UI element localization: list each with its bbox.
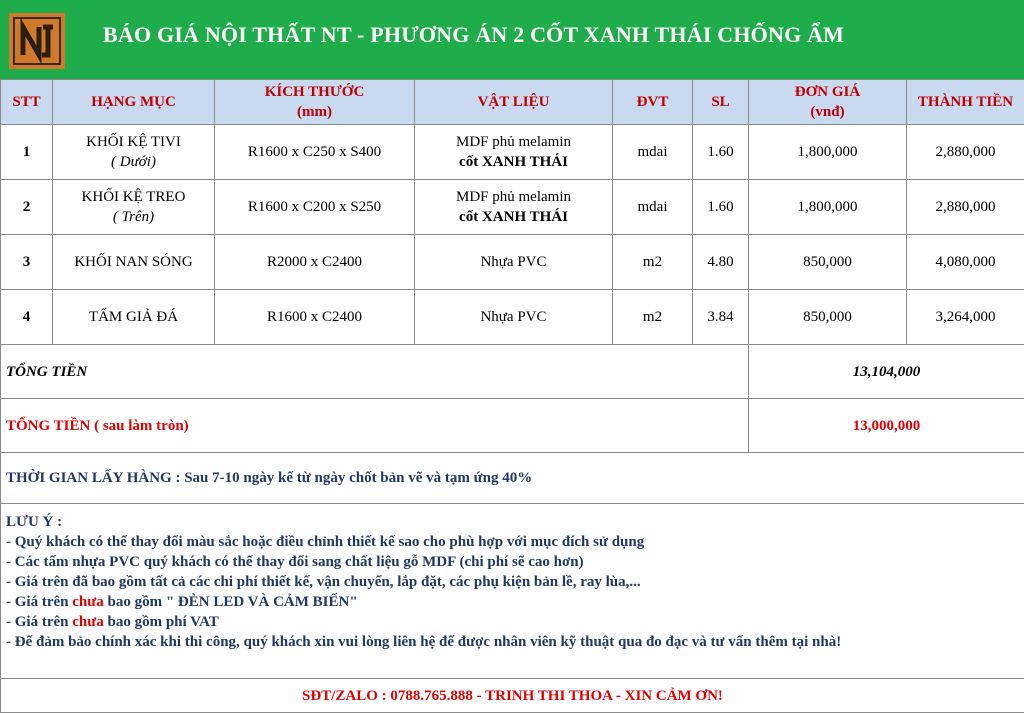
rounded-total-label: TỔNG TIỀN ( sau làm tròn)	[1, 399, 749, 453]
page-title: BÁO GIÁ NỘI THẤT NT - PHƯƠNG ÁN 2 CỐT XANH THÁI CHỐNG ẨM	[103, 22, 844, 48]
quotation-table	[0, 79, 1024, 713]
col-price	[749, 80, 907, 125]
col-material: VẬT LIỆU	[415, 80, 613, 125]
cell-item	[53, 125, 215, 180]
company-logo	[9, 13, 65, 69]
col-item: HẠNG MỤC	[53, 80, 215, 125]
total-label: TỔNG TIỀN	[1, 345, 749, 399]
notes-title: LƯU Ý :	[6, 512, 1019, 532]
rounded-total-value: 13,000,000	[749, 399, 1024, 453]
cell-unit: mdai	[613, 180, 693, 235]
note-highlight: chưa	[72, 594, 104, 610]
col-price-line1: ĐƠN GIÁ	[795, 84, 860, 100]
note-line-vat	[6, 612, 1019, 632]
note-text: bao gồm " ĐÈN LED VÀ CẢM BIẾN"	[104, 594, 358, 610]
cell-stt: 1	[1, 125, 53, 180]
total-row	[1, 345, 1024, 399]
col-amount: THÀNH TIỀN	[907, 80, 1024, 125]
nt-logo-icon	[9, 13, 65, 69]
cell-stt: 3	[1, 235, 53, 290]
cell-qty: 1.60	[693, 125, 749, 180]
cell-size: R1600 x C200 x S250	[215, 180, 415, 235]
note-text: - Giá trên	[6, 614, 72, 630]
rounded-total-row	[1, 399, 1024, 453]
note-text: - Giá trên	[6, 594, 72, 610]
cell-item: TẤM GIẢ ĐÁ	[53, 290, 215, 345]
cell-size: R1600 x C2400	[215, 290, 415, 345]
note-line: - Các tấm nhựa PVC quý khách có thể thay đổi sang chất liệu gỗ MDF (chi phí sẽ cao hơn)	[6, 552, 1019, 572]
cell-amount: 2,880,000	[907, 180, 1024, 235]
footer-row	[1, 679, 1024, 713]
item-name: KHỐI KỆ TREO	[82, 189, 186, 205]
cell-qty: 4.80	[693, 235, 749, 290]
cell-unit: m2	[613, 290, 693, 345]
col-size	[215, 80, 415, 125]
table-row	[1, 235, 1024, 290]
col-unit: ĐVT	[613, 80, 693, 125]
material-line2: cốt XANH THÁI	[459, 209, 568, 225]
item-note: ( Trên)	[113, 209, 154, 225]
cell-material	[415, 180, 613, 235]
cell-unit: m2	[613, 235, 693, 290]
cell-stt: 4	[1, 290, 53, 345]
lead-time-row	[1, 453, 1024, 504]
cell-item	[53, 180, 215, 235]
cell-amount: 2,880,000	[907, 125, 1024, 180]
table-row	[1, 290, 1024, 345]
item-name: KHỐI KỆ TIVI	[86, 134, 181, 150]
total-value: 13,104,000	[749, 345, 1024, 399]
cell-price: 1,800,000	[749, 180, 907, 235]
col-qty: SL	[693, 80, 749, 125]
cell-qty: 3.84	[693, 290, 749, 345]
note-line: - Quý khách có thể thay đổi màu sắc hoặc điều chỉnh thiết kế sao cho phù hợp với mục đích sử dụng	[6, 532, 1019, 552]
note-text: bao gồm phí VAT	[104, 614, 219, 630]
cell-unit: mdai	[613, 125, 693, 180]
cell-stt: 2	[1, 180, 53, 235]
contact-footer: SĐT/ZALO : 0788.765.888 - TRINH THI THOA - XIN CẢM ƠN!	[1, 679, 1024, 713]
cell-amount: 3,264,000	[907, 290, 1024, 345]
col-size-line2: (mm)	[297, 104, 332, 120]
note-line: - Giá trên đã bao gồm tất cả các chi phí thiết kế, vận chuyển, lắp đặt, các phụ kiện bản lề, ray lùa,...	[6, 572, 1019, 592]
table-header-row	[1, 80, 1024, 125]
notes-block	[1, 504, 1024, 679]
cell-material	[415, 125, 613, 180]
cell-material: Nhựa PVC	[415, 290, 613, 345]
cell-size: R2000 x C2400	[215, 235, 415, 290]
col-size-line1: KÍCH THƯỚC	[265, 84, 365, 100]
col-stt: STT	[1, 80, 53, 125]
lead-time-text: THỜI GIAN LẤY HÀNG : Sau 7-10 ngày kể từ ngày chốt bản vẽ và tạm ứng 40%	[1, 453, 1024, 504]
cell-price: 1,800,000	[749, 125, 907, 180]
notes-row	[1, 504, 1024, 679]
cell-amount: 4,080,000	[907, 235, 1024, 290]
note-line-led	[6, 592, 1019, 612]
table-row	[1, 180, 1024, 235]
note-highlight: chưa	[72, 614, 104, 630]
table-row	[1, 125, 1024, 180]
col-price-line2: (vnđ)	[810, 104, 844, 120]
cell-item: KHỐI NAN SÓNG	[53, 235, 215, 290]
cell-price: 850,000	[749, 290, 907, 345]
item-note: ( Dưới)	[111, 154, 156, 170]
material-line1: MDF phủ melamin	[456, 189, 571, 205]
cell-size: R1600 x C250 x S400	[215, 125, 415, 180]
cell-material: Nhựa PVC	[415, 235, 613, 290]
title-bar	[0, 0, 1024, 79]
material-line1: MDF phủ melamin	[456, 134, 571, 150]
cell-price: 850,000	[749, 235, 907, 290]
material-line2: cốt XANH THÁI	[459, 154, 568, 170]
cell-qty: 1.60	[693, 180, 749, 235]
note-line: - Để đảm bảo chính xác khi thi công, quý khách xin vui lòng liên hệ để được nhân viên kỹ thuật qua đo đạc và tư vấn thêm tại nhà!	[6, 632, 1019, 652]
